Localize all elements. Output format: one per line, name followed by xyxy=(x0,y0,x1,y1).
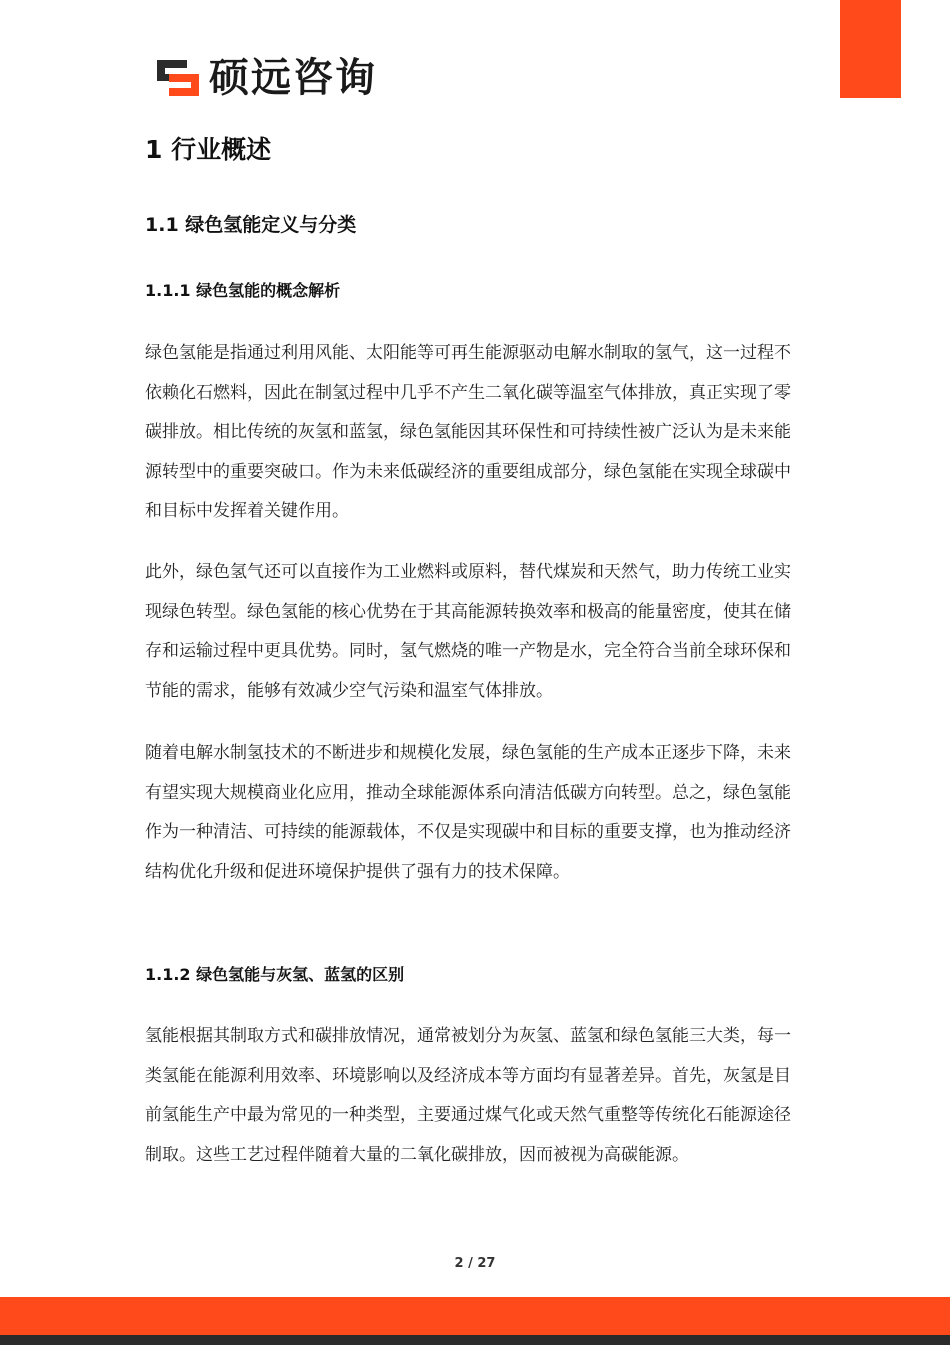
company-logo xyxy=(155,56,377,100)
section-heading: 1.1 绿色氢能定义与分类 xyxy=(145,214,357,236)
subsection-heading-1: 1.1.1 绿色氢能的概念解析 xyxy=(145,281,341,300)
subsection-heading-2: 1.1.2 绿色氢能与灰氢、蓝氢的区别 xyxy=(145,965,405,984)
paragraph-3: 随着电解水制氢技术的不断进步和规模化发展，绿色氢能的生产成本正逐步下降，未来有望实现大规模商业化应用，推动全球能源体系向清洁低碳方向转型。总之，绿色氢能作为一种清洁、可持续的能源载体，不仅是实现碳中和目标的重要支撑，也为推动经济结构优化升级和促进环境保护提供了强有力的技术保障。 xyxy=(145,743,791,882)
page-number: 2 / 27 xyxy=(454,1256,496,1271)
footer-dark-band xyxy=(0,1335,950,1345)
logo-text: 硕远咨询 xyxy=(209,55,377,101)
paragraph-2: 此外，绿色氢气还可以直接作为工业燃料或原料，替代煤炭和天然气，助力传统工业实现绿色转型。绿色氢能的核心优势在于其高能源转换效率和极高的能量密度，使其在储存和运输过程中更具优势。同时，氢气燃烧的唯一产物是水，完全符合当前全球环保和节能的需求，能够有效减少空气污染和温室气体排放。 xyxy=(145,562,791,701)
footer-accent-band xyxy=(0,1297,950,1335)
paragraph-1: 绿色氢能是指通过利用风能、太阳能等可再生能源驱动电解水制取的氢气，这一过程不依赖化石燃料，因此在制氢过程中几乎不产生二氧化碳等温室气体排放，真正实现了零碳排放。相比传统的灰氢和蓝氢，绿色氢能因其环保性和可持续性被广泛认为是未来能源转型中的重要突破口。作为未来低碳经济的重要组成部分，绿色氢能在实现全球碳中和目标中发挥着关键作用。 xyxy=(145,343,791,522)
corner-accent-block xyxy=(840,0,901,98)
chapter-heading: 1 行业概述 xyxy=(145,135,272,164)
shuoyuan-logo-icon xyxy=(155,58,201,98)
paragraph-4: 氢能根据其制取方式和碳排放情况，通常被划分为灰氢、蓝氢和绿色氢能三大类，每一类氢能在能源利用效率、环境影响以及经济成本等方面均有显著差异。首先，灰氢是目前氢能生产中最为常见的一种类型，主要通过煤气化或天然气重整等传统化石能源途径制取。这些工艺过程伴随着大量的二氧化碳排放，因而被视为高碳能源。 xyxy=(145,1026,791,1165)
